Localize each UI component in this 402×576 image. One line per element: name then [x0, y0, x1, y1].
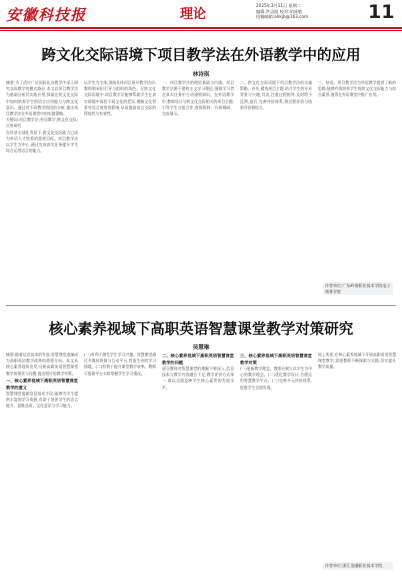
page-number: 11	[368, 1, 395, 23]
article-column	[84, 80, 156, 300]
newspaper-logo: 安徽科技报	[6, 6, 87, 24]
masthead-rule	[0, 27, 402, 29]
article-headline: 核心素养视域下高职英语智慧课堂教学对策研究	[48, 321, 354, 338]
article-column	[162, 352, 234, 570]
body-text: (一)更新教学理念。教师应树立以学生为中心的教学理念。(二)优化教学设计,合理运用智慧教学平台。(三)完善多元评价体系,促进学生全面发展。	[240, 366, 312, 390]
abstract-text: 摘要:为了适应广泛国际化各教学中深入研究交际教学的模式路径,本文以项目教学法为基础分析其实践应用,探索在跨文化交际中如何培养学生的语言应用能力与跨文化意识。通过对不同教学阶段的分析,提出项目教学法在外语课堂中的实施策略。	[6, 80, 78, 117]
body-text: 以学生为主体,围绕具体项目展开教学活动,教师则承担引导与组织的角色。在跨文化交际语境中,项目教学法能够帮助学生在真实情境中体验不同文化的差异,理解文化背景对语言使用的影响,从而提高语言交际的得体性与有效性。	[84, 80, 156, 117]
section-heading: 二、核心素养视域下高职英语智慧课堂教学的问题	[162, 353, 234, 365]
newspaper-masthead	[0, 0, 402, 30]
body-text: 综上所述,在核心素养视域下开展高职英语智慧课堂教学,需要教师不断探索与实践,切实提升教学质量。	[318, 352, 396, 370]
body-text: 一、项目教学法的理论基础与内涵。项目教学法源于建构主义学习理论,强调学习者在真实任务中主动建构知识。在外语教学中,教师设计与跨文化交际相关的项目主题,引导学生分组合作,查阅资料、开展调研、完成展示。	[162, 80, 234, 117]
article-column	[240, 80, 312, 300]
issue-editor: 编辑:洪志挺 校对:胡成敏	[256, 8, 303, 14]
article-smart-classroom	[6, 310, 396, 572]
article-column	[318, 80, 396, 278]
article-column	[6, 80, 78, 300]
article-column	[162, 80, 234, 300]
section-heading: 一、核心素养视域下高职英语智慧课堂教学的意义	[6, 377, 78, 390]
body-text: 二、跨文化交际语境下项目教学法的实施策略。首先,精选项目主题,结合学生的专业背景与兴趣;其次,注重过程指导,及时给予反馈;最后,完善评价体系,将过程评价与结果评价相结合。	[240, 80, 312, 110]
author-affiliation: 作者单位:广东岭南职业技术学院电子商务学院	[323, 282, 393, 295]
masthead-thin-rule	[0, 30, 402, 31]
body-text: 部分教师对智慧课堂的理解不够深入,信息技术与教学内容融合不足;教学评价方式单一,难以全面反映学生核心素养的发展水平。	[162, 366, 234, 390]
body-text: 智慧课堂借助信息技术手段,能够为学生提供丰富的学习资源,有助于培养学生的语言能力、思维品质、文化意识与学习能力。	[6, 390, 78, 409]
article-byline: 吴慧琳	[192, 345, 210, 351]
section-title: 理论	[180, 7, 207, 22]
section-heading: 三、核心素养视域下高职英语智慧课堂教学对策	[240, 353, 312, 365]
submission-email: 投稿邮箱:ahkjb@163.com	[256, 14, 309, 20]
article-headline: 跨文化交际语境下项目教学法在外语教学中的应用	[41, 47, 361, 64]
article-column	[240, 352, 312, 570]
issue-meta	[256, 3, 308, 20]
body-text: (一)有利于激发学生学习兴趣。智慧课堂通过多媒体资源与互动平台,营造生动的学习情境。(二)有利于提升课堂教学效率。教师可借助平台实时掌握学生学习情况。	[84, 352, 156, 376]
article-byline: 林诗琪	[192, 72, 210, 78]
article-column	[6, 352, 78, 570]
article-divider	[6, 305, 396, 306]
body-text: 在经济全球化背景下,跨文化交际能力已成为外语人才培养的重要目标。项目教学法以学生为中心,通过完成真实任务提升学生综合运用语言的能力。	[6, 129, 78, 154]
article-column	[84, 352, 156, 570]
author-affiliation: 作者单位:浙江金融职业技术学院	[323, 562, 393, 570]
keywords-text: 关键词:项目教学法;外语教学;跨文化交际;应用研究	[6, 117, 78, 129]
article-project-teaching	[6, 34, 396, 304]
article-column	[318, 352, 396, 558]
issue-date: 2025年3月11日 星期二	[256, 3, 302, 8]
body-text: 三、结语。项目教学法为外语教学提供了新的思路,能够有效培养学生的跨文化交际能力与综合素养,值得在外语课堂中推广应用。	[318, 80, 396, 98]
abstract-text: 摘要:随着信息技术的发展,智慧课堂逐渐成为高职英语教学改革的重要方向。本文从核心素养视角出发,分析高职英语智慧课堂教学的现状与问题,提出相应的教学对策。	[6, 352, 78, 376]
